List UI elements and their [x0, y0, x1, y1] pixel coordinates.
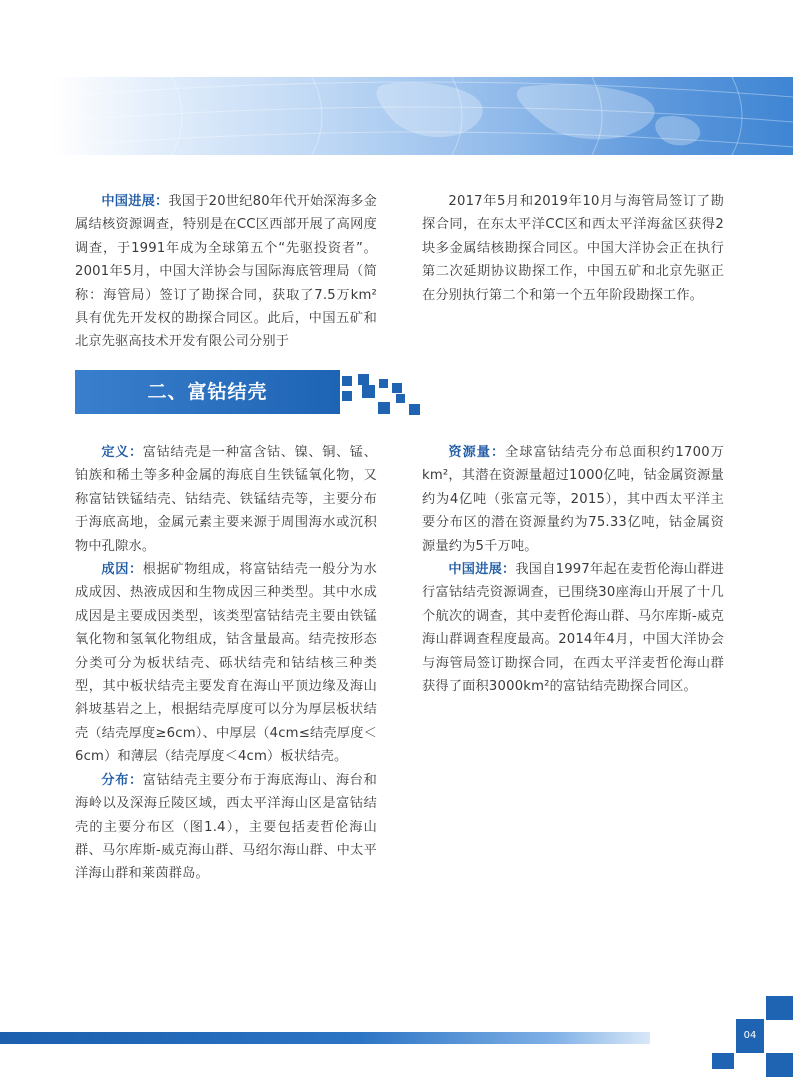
- genesis-label: 成因：: [101, 562, 143, 578]
- distribution-paragraph: [75, 769, 377, 886]
- resource-label: 资源量：: [448, 445, 506, 460]
- continuation-paragraph: 2017年5月和2019年10月与海管局签订了勘探合同，在东太平洋CC区和西太平洋海盆区获得2块多金属结核勘探合同区。中国大洋协会正在执行第二次延期协议勘探工作，中国五矿和北京先驱正在分别执行第二个和第一个五年阶段勘探工作。: [422, 194, 724, 303]
- intro-right-column: [422, 190, 724, 307]
- china-progress-text: 我国于20世纪80年代开始深海多金属结核资源调查，特别是在CC区西部开展了高网度调查，于1991年成为全球第五个“先驱投资者”。2001年5月，中国大洋协会与国际海底管理局（简称：海管局）签订了勘探合同，获取了7.5万km²具有优先开发权的勘探合同区。此后，中国五矿和北京先驱高技术开发有限公司分别于: [75, 194, 377, 350]
- page-number-box: [736, 1019, 764, 1053]
- distribution-text: 富钴结壳主要分布于海底海山、海台和海岭以及深海丘陵区域，西太平洋海山区是富钴结壳的主要分布区（图1.4），主要包括麦哲伦海山群、马尔库斯-威克海山群、马绍尔海山群、中太平洋海山群和莱茵群岛。: [75, 772, 377, 882]
- left-body-column: [75, 441, 377, 886]
- world-map-graphic: [52, 77, 793, 155]
- genesis-text: 根据矿物组成，将富钴结壳一般分为水成成因、热液成因和生物成因三种类型。其中水成成因是主要成因类型，该类型富钴结壳主要由铁锰氧化物和氢氧化物组成，钴含量最高。结壳按形态分类可分为板状结壳、砾状结壳和钴结核三种类型，其中板状结壳主要发育在海山平顶边缘及海山斜坡基岩之上，根据结壳厚度可以分为厚层板状结壳（结壳厚度≥6cm）、中厚层（4cm≤结壳厚度＜6cm）和薄层（结壳厚度＜4cm）板状结壳。: [75, 562, 377, 765]
- resource-text: 全球富钴结壳分布总面积约1700万km²，其潜在资源量超过1000亿吨，钴金属资源量约为4亿吨（张富元等，2015），其中西太平洋主要分布区的潜在资源量约为75.33亿吨，钴金属资源量约为5千万吨。: [422, 445, 724, 554]
- definition-text: 富钴结壳是一种富含钴、镍、铜、锰、铂族和稀土等多种金属的海底自生铁锰氧化物，又称富钴铁锰结壳、钴结壳、铁锰结壳等，主要分布于海底高地，金属元素主要来源于周围海水或沉积物中孔隙水。: [75, 445, 377, 554]
- china-progress-label: 中国进展：: [101, 194, 169, 209]
- footer-bar: [0, 1032, 650, 1044]
- definition-paragraph: [75, 441, 377, 558]
- right-body-column: [422, 441, 724, 698]
- genesis-paragraph: [75, 558, 377, 769]
- china-crust-progress-label: 中国进展：: [448, 562, 516, 578]
- china-crust-progress-paragraph: [422, 558, 724, 698]
- intro-left-column: [75, 190, 377, 354]
- definition-label: 定义：: [101, 445, 143, 460]
- section-heading-bar: [75, 370, 340, 414]
- page-number: 04: [743, 1030, 757, 1041]
- resource-paragraph: [422, 441, 724, 558]
- china-crust-progress-text: 我国自1997年起在麦哲伦海山群进行富钴结壳资源调查，已围绕30座海山开展了十几个航次的调查，其中麦哲伦海山群、马尔库斯-威克海山群调查程度最高。2014年4月，中国大洋协会与海管局签订勘探合同，在西太平洋麦哲伦海山群获得了面积3000km²的富钴结壳勘探合同区。: [422, 562, 724, 695]
- distribution-label: 分布：: [101, 772, 143, 788]
- header-banner: [52, 77, 793, 155]
- section-title: 二、富钴结壳: [147, 381, 268, 403]
- china-progress-paragraph: [75, 190, 377, 354]
